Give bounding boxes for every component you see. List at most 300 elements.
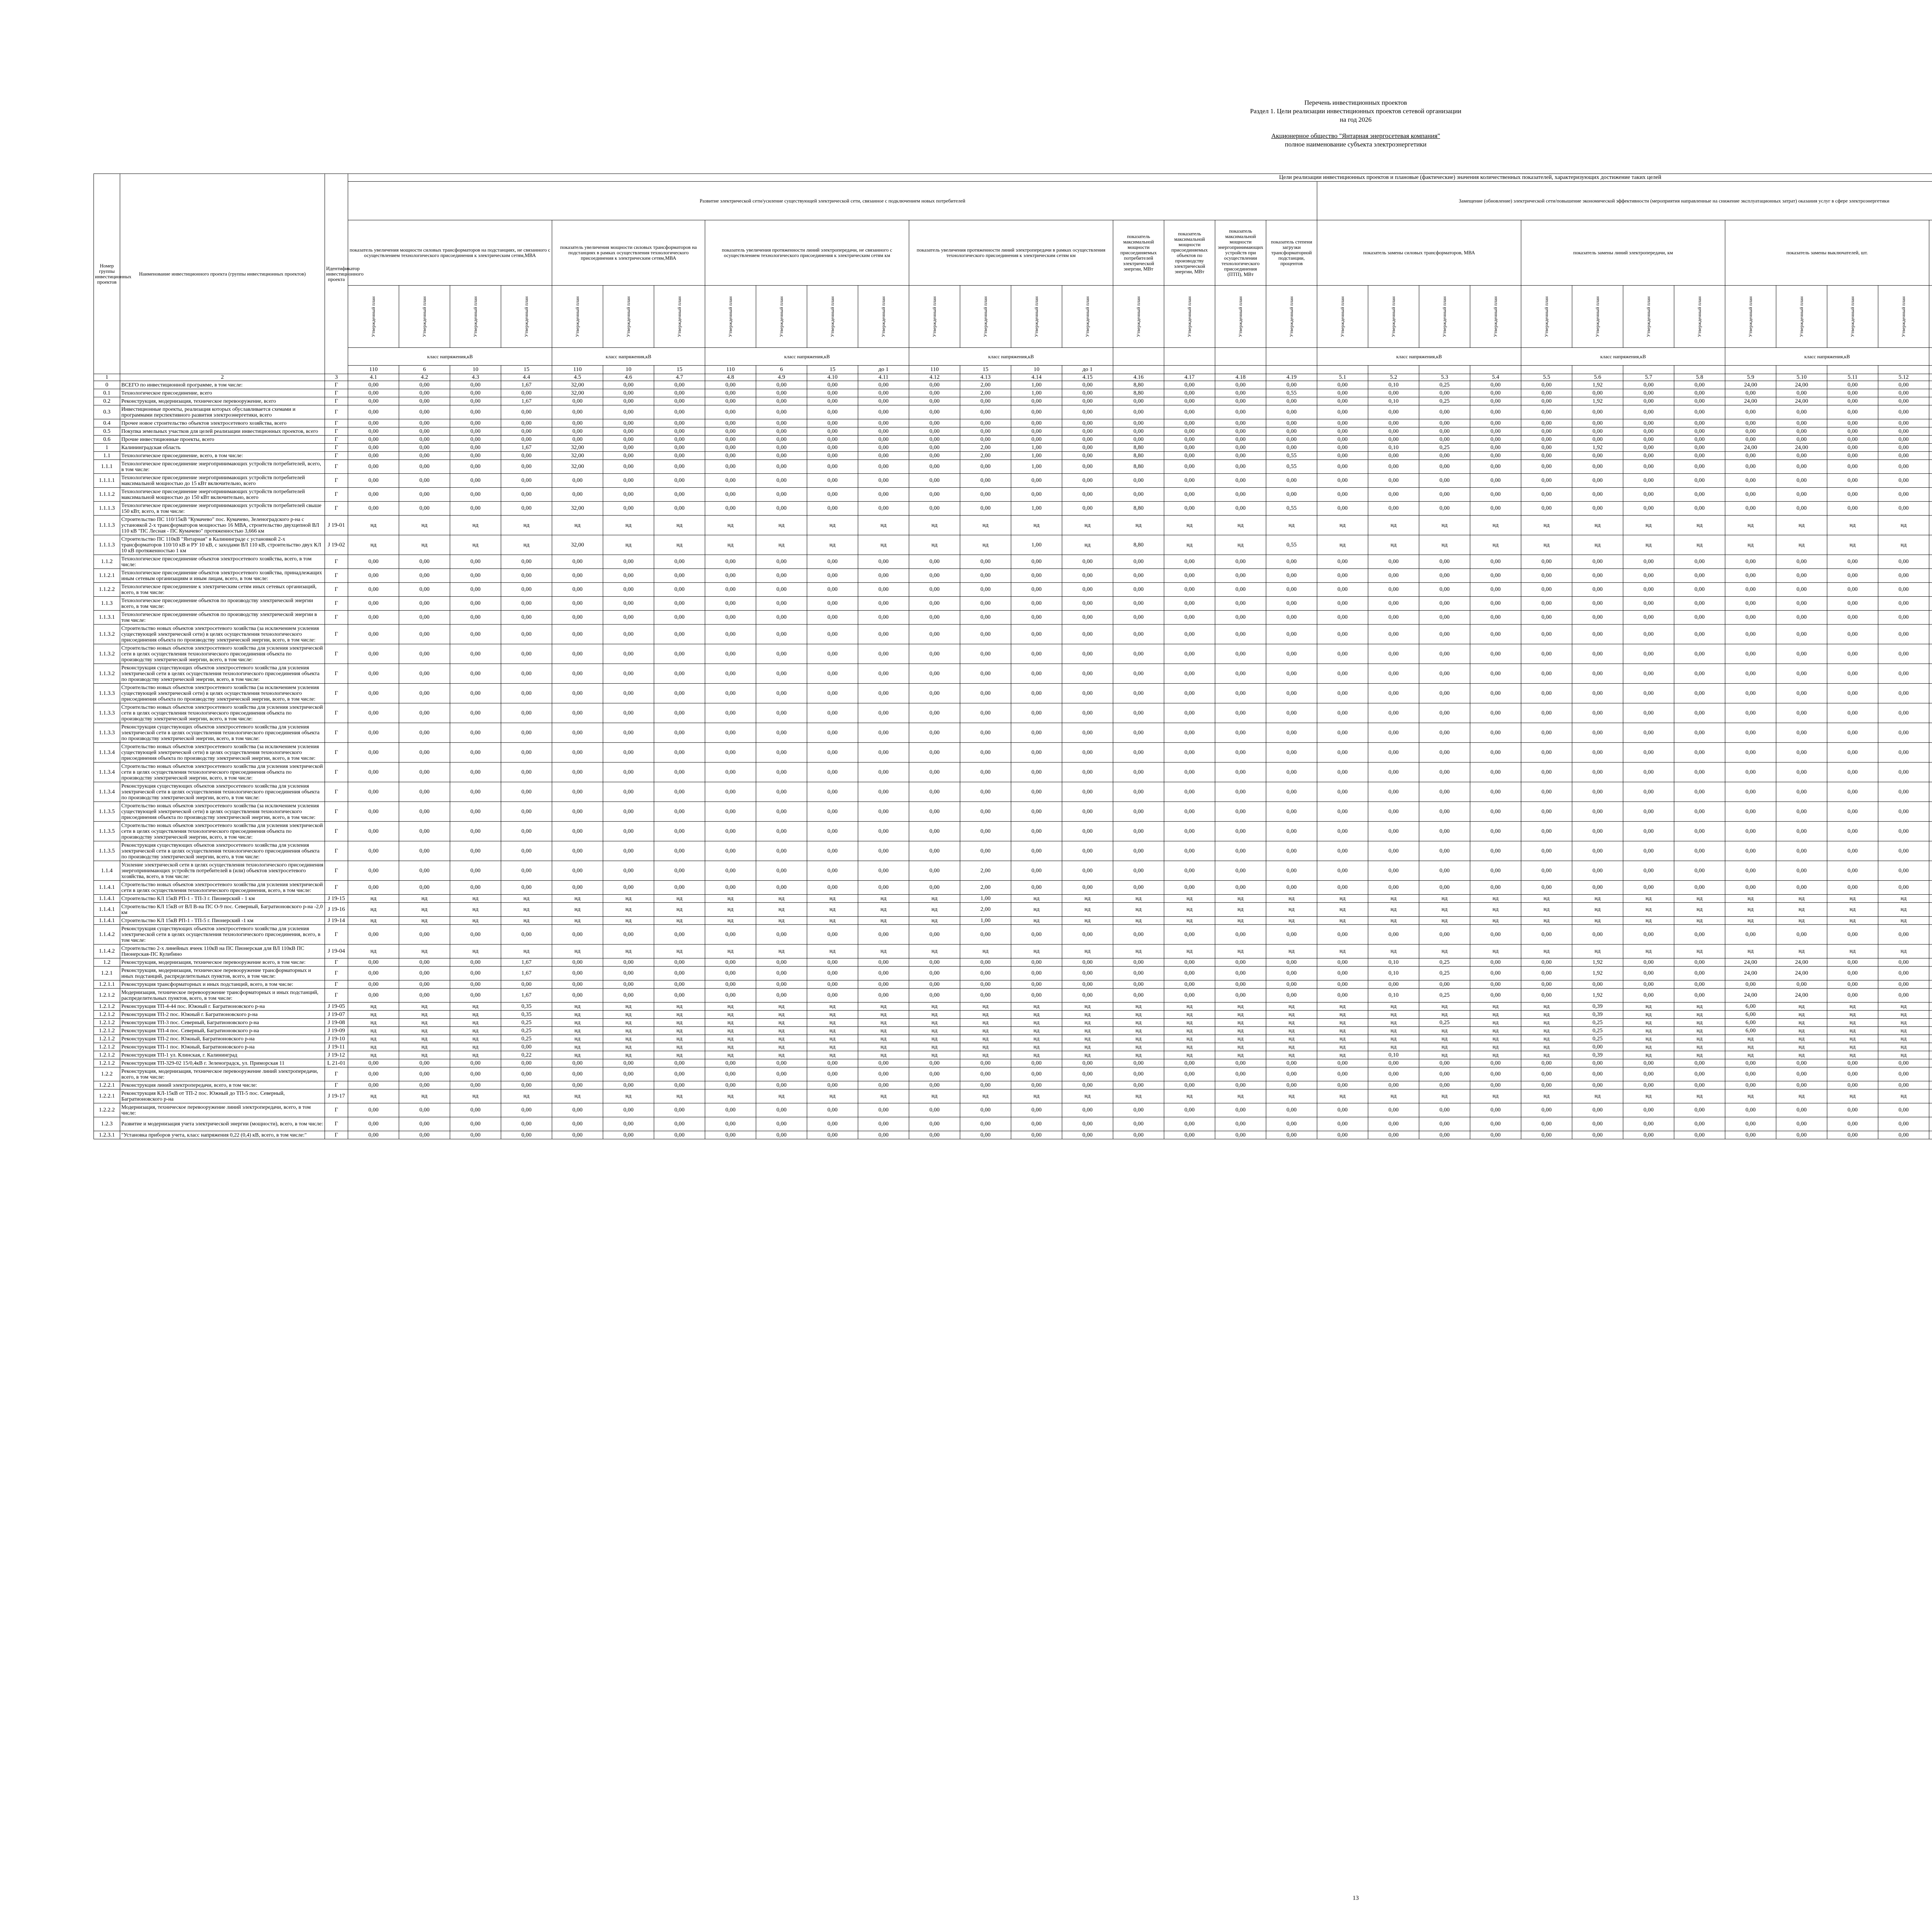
row-value: 0,00 <box>1266 989 1317 1002</box>
row-project-name: Строительство новых объектов электросетевого хозяйства для усиления электрической сети в целях осуществления технологического присоединения объекта по производству электрической энергии, всего, в том числе: <box>120 703 325 723</box>
header-indicator: показатель степени загрузки трансформаторной подстанции, процентов <box>1266 220 1317 286</box>
row-value: 0,00 <box>654 989 705 1002</box>
row-value: 0,00 <box>1725 611 1776 625</box>
row-value: 0,00 <box>603 925 654 945</box>
row-value: 0,00 <box>1266 1067 1317 1081</box>
row-value: 0,00 <box>705 436 756 444</box>
row-value: 0,00 <box>1521 1131 1572 1139</box>
row-value: 0,00 <box>756 684 807 703</box>
row-value: нд <box>1521 1002 1572 1011</box>
row-value: 0,00 <box>1062 555 1113 569</box>
row-value: 0,00 <box>654 925 705 945</box>
row-value: нд <box>858 1011 909 1019</box>
row-value: 0,00 <box>1725 555 1776 569</box>
row-value: 0,00 <box>552 397 603 405</box>
column-number: 4.9 <box>756 374 807 381</box>
row-value: нд <box>1827 917 1878 925</box>
header-indicator: показатель максимальной мощности присоединяемых объектов по производству электрической энергии, МВт <box>1164 220 1215 286</box>
header-voltage-value: 15 <box>807 366 858 374</box>
row-value: 0,00 <box>1164 1059 1215 1067</box>
row-project-name: Реконструкция ТП-3 пос. Северный, Багратионовского р-на <box>120 1019 325 1027</box>
row-value: 0,00 <box>1164 389 1215 397</box>
row-number: 1.1.4.1 <box>94 903 120 917</box>
row-value: нд <box>909 1002 960 1011</box>
row-value: 6,00 <box>1725 1019 1776 1027</box>
header-goal-group: Замещение (обновление) электрической сети/повышение экономической эффективности (мероприятия направленные на снижение эксплуатационных затрат) оказания услуг в сфере электроэнергетики <box>1317 182 1932 220</box>
column-number: 5.7 <box>1623 374 1674 381</box>
row-value: нд <box>654 1002 705 1011</box>
row-value: 0,00 <box>858 989 909 1002</box>
table-row <box>94 703 1932 723</box>
row-value: 0,00 <box>1011 958 1062 967</box>
plan-label: Утвержденный план <box>1187 296 1192 337</box>
row-value: 0,00 <box>909 436 960 444</box>
row-value: 0,00 <box>909 1117 960 1131</box>
row-value: 0,00 <box>1470 782 1521 802</box>
row-value: 0,00 <box>1419 611 1470 625</box>
row-project-name: Реконструкция ТП-2 пос. Южный г. Багратионовского р-на <box>120 1011 325 1019</box>
row-value: 0,00 <box>807 822 858 841</box>
header-voltage-caption: класс напряжения,кВ <box>1725 348 1929 366</box>
row-value: нд <box>1164 945 1215 958</box>
row-value: 0,55 <box>1266 502 1317 516</box>
row-value: нд <box>909 1089 960 1103</box>
row-value: 0,00 <box>1827 802 1878 822</box>
row-value: 0,00 <box>960 555 1011 569</box>
row-value: нд <box>705 1019 756 1027</box>
row-value: нд <box>705 1002 756 1011</box>
row-value: 24,00 <box>1776 989 1827 1002</box>
row-value: 0,00 <box>348 723 399 743</box>
row-value: нд <box>1062 516 1113 535</box>
row-value: 0,00 <box>1164 597 1215 611</box>
header-project-id: Идентификатор инвестиционного проекта <box>325 174 348 374</box>
row-value: нд <box>1470 1043 1521 1051</box>
row-value: 0,00 <box>1011 881 1062 895</box>
row-value: нд <box>1572 516 1623 535</box>
row-value: нд <box>1266 895 1317 903</box>
row-value: нд <box>1215 1089 1266 1103</box>
row-value: нд <box>450 903 501 917</box>
row-value: 0,25 <box>1572 1035 1623 1043</box>
row-value: нд <box>501 903 552 917</box>
row-value: 0,00 <box>1317 1103 1368 1117</box>
row-value: нд <box>399 516 450 535</box>
row-value: нд <box>1725 535 1776 555</box>
row-value: 0,00 <box>1062 958 1113 967</box>
row-value: нд <box>1521 945 1572 958</box>
row-value: нд <box>1419 945 1470 958</box>
row-value: нд <box>705 1027 756 1035</box>
row-value: 0,00 <box>1368 625 1419 644</box>
row-value: нд <box>603 945 654 958</box>
row-value: 0,00 <box>654 1131 705 1139</box>
row-value: 0,00 <box>705 703 756 723</box>
row-value: 0,00 <box>1317 1081 1368 1089</box>
row-value: 0,00 <box>348 1117 399 1131</box>
row-value: 0,00 <box>1572 802 1623 822</box>
column-number: 4.10 <box>807 374 858 381</box>
row-value: нд <box>1521 535 1572 555</box>
row-value: нд <box>399 1043 450 1051</box>
row-value: 0,00 <box>348 474 399 488</box>
row-value: нд <box>348 516 399 535</box>
row-value: нд <box>1827 1043 1878 1051</box>
row-value: 0,00 <box>1317 1131 1368 1139</box>
table-row <box>94 762 1932 782</box>
row-value: 0,00 <box>1776 597 1827 611</box>
row-value: 0,00 <box>909 664 960 684</box>
row-value: 0,00 <box>1011 743 1062 762</box>
row-value: 0,00 <box>1266 419 1317 427</box>
row-value: 0,00 <box>705 1117 756 1131</box>
row-value: 0,00 <box>654 1067 705 1081</box>
row-value: нд <box>1062 1051 1113 1059</box>
row-value: нд <box>1317 917 1368 925</box>
row-number: 1.1.3.2 <box>94 644 120 664</box>
row-project-name: Реконструкция, модернизация, техническое перевооружение, всего <box>120 397 325 405</box>
row-value: 0,00 <box>1266 743 1317 762</box>
row-value: нд <box>960 1002 1011 1011</box>
row-number: 1.1.3.4 <box>94 762 120 782</box>
row-value: нд <box>858 1027 909 1035</box>
row-value: 0,00 <box>858 460 909 474</box>
row-value: 0,00 <box>1878 405 1929 419</box>
header-plan <box>1470 286 1521 348</box>
row-value: нд <box>552 516 603 535</box>
row-value: нд <box>1317 1011 1368 1019</box>
row-value: 0,00 <box>705 502 756 516</box>
row-value: нд <box>1674 1027 1725 1035</box>
row-value: 0,00 <box>1266 782 1317 802</box>
row-value: 0,00 <box>756 861 807 881</box>
row-value: 0,00 <box>1266 1103 1317 1117</box>
row-number: 1.1.3.1 <box>94 611 120 625</box>
row-value <box>1929 535 1932 555</box>
row-value: 0,00 <box>909 1081 960 1089</box>
row-value: 0,00 <box>1215 405 1266 419</box>
row-value: 0,00 <box>858 1081 909 1089</box>
row-value: 0,00 <box>1521 474 1572 488</box>
row-value: 0,00 <box>807 452 858 460</box>
row-project-id: Г <box>325 502 348 516</box>
row-value: 0,00 <box>1572 822 1623 841</box>
row-value: 0,00 <box>1674 405 1725 419</box>
row-value: 0,00 <box>1470 723 1521 743</box>
row-value: 0,25 <box>1572 1019 1623 1027</box>
row-value: 0,00 <box>1674 841 1725 861</box>
row-value: 0,00 <box>1011 664 1062 684</box>
row-value: 0,00 <box>705 1081 756 1089</box>
table-row <box>94 452 1932 460</box>
row-value: 0,00 <box>1062 419 1113 427</box>
header-voltage-value: 15 <box>960 366 1011 374</box>
row-value: нд <box>1521 1019 1572 1027</box>
row-value: 0,00 <box>1521 502 1572 516</box>
row-value: 0,00 <box>1062 703 1113 723</box>
row-value: 0,00 <box>1011 397 1062 405</box>
row-value: 0,00 <box>1878 625 1929 644</box>
row-project-id: Г <box>325 980 348 989</box>
row-project-id: Г <box>325 597 348 611</box>
row-value: нд <box>756 1019 807 1027</box>
row-value: нд <box>1878 535 1929 555</box>
row-value: 0,00 <box>1113 569 1164 583</box>
row-value: 0,00 <box>1062 1117 1113 1131</box>
row-project-name: Строительство 2-х линейных ячеек 110кВ на ПС Пионерская для ВЛ 110кВ ПС Пионерская-ПС Кулибино <box>120 945 325 958</box>
row-value: 0,00 <box>1674 925 1725 945</box>
row-value: 0,00 <box>960 841 1011 861</box>
page-number: 13 <box>1352 1895 1359 1901</box>
row-value: нд <box>807 1035 858 1043</box>
row-value: 0,00 <box>501 583 552 597</box>
investment-table <box>94 174 1932 1139</box>
column-number: 4.6 <box>603 374 654 381</box>
plan-label: Утвержденный план <box>1391 296 1396 337</box>
row-value: 0,00 <box>1266 381 1317 389</box>
row-value: 0,00 <box>1725 389 1776 397</box>
row-value: 0,00 <box>1368 1103 1419 1117</box>
row-number: 1.1.1.2 <box>94 488 120 502</box>
row-value: 0,00 <box>858 762 909 782</box>
row-value: 0,00 <box>1062 1103 1113 1117</box>
row-value <box>1929 625 1932 644</box>
row-value: 0,00 <box>1623 502 1674 516</box>
row-value: 0,00 <box>1827 703 1878 723</box>
row-value: 0,00 <box>603 989 654 1002</box>
row-value: нд <box>1113 516 1164 535</box>
row-value: 0,00 <box>960 743 1011 762</box>
row-value: 0,00 <box>1368 419 1419 427</box>
row-value: 0,00 <box>1827 502 1878 516</box>
row-value: нд <box>960 1019 1011 1027</box>
row-value: 0,00 <box>807 743 858 762</box>
header-plan <box>1113 286 1164 348</box>
row-project-name: Строительство КЛ 15кВ от ВЛ В-на ПС О-9 пос. Северный, Багратионовского р-на -2,0 км <box>120 903 325 917</box>
row-value: 0,00 <box>1419 1059 1470 1067</box>
row-value: 0,00 <box>1011 1081 1062 1089</box>
row-value: 0,00 <box>552 405 603 419</box>
row-value: 0,10 <box>1368 444 1419 452</box>
row-value: нд <box>1878 1035 1929 1043</box>
row-value <box>1929 903 1932 917</box>
row-value: 0,00 <box>1674 782 1725 802</box>
row-value: 0,00 <box>501 625 552 644</box>
row-value: нд <box>1113 917 1164 925</box>
row-value: 0,00 <box>1113 625 1164 644</box>
row-value: 0,00 <box>705 762 756 782</box>
row-value: 0,00 <box>1827 583 1878 597</box>
row-value: нд <box>348 1011 399 1019</box>
column-number: 4.12 <box>909 374 960 381</box>
row-value: 1,92 <box>1572 958 1623 967</box>
row-value: 0,00 <box>1368 980 1419 989</box>
header-plan <box>399 286 450 348</box>
row-value: 0,00 <box>1623 989 1674 1002</box>
row-value: 0,00 <box>858 555 909 569</box>
row-value: нд <box>1470 1051 1521 1059</box>
row-value: 0,00 <box>1317 743 1368 762</box>
row-value: 0,00 <box>807 958 858 967</box>
row-value: 0,00 <box>807 583 858 597</box>
row-value: 0,00 <box>1317 967 1368 980</box>
row-value: 0,00 <box>1878 881 1929 895</box>
row-value: 0,00 <box>399 625 450 644</box>
row-value: нд <box>1113 1027 1164 1035</box>
row-value: 0,00 <box>1827 389 1878 397</box>
table-row <box>94 1011 1932 1019</box>
row-value: 0,00 <box>705 989 756 1002</box>
row-value: 0,00 <box>654 1059 705 1067</box>
row-value: 0,00 <box>1164 980 1215 989</box>
row-value: 0,00 <box>1164 452 1215 460</box>
row-value: 0,00 <box>603 381 654 389</box>
row-value: 0,00 <box>909 419 960 427</box>
row-project-id: Г <box>325 703 348 723</box>
row-value: нд <box>1827 535 1878 555</box>
row-value: 0,00 <box>1011 583 1062 597</box>
row-value: 0,00 <box>705 980 756 989</box>
row-value: 0,00 <box>1368 488 1419 502</box>
plan-label: Утвержденный план <box>1085 296 1090 337</box>
row-value: 0,00 <box>1419 861 1470 881</box>
row-value: 0,00 <box>1827 452 1878 460</box>
row-value: нд <box>450 1019 501 1027</box>
row-value: 0,00 <box>1113 743 1164 762</box>
row-project-name: Строительство новых объектов электросетевого хозяйства для усиления электрической сети в целях осуществления технологического присоединения объекта по производству электрической энергии, всего, в том числе: <box>120 644 325 664</box>
row-value: нд <box>1521 1043 1572 1051</box>
row-value: 0,00 <box>1470 958 1521 967</box>
row-value: 0,00 <box>399 419 450 427</box>
row-value: 0,00 <box>1470 989 1521 1002</box>
row-project-name: Строительство новых объектов электросетевого хозяйства для усиления электрической сети в целях осуществления технологического присоединения объекта по производству электрической энергии, всего, в том числе: <box>120 762 325 782</box>
table-row <box>94 569 1932 583</box>
row-value: 0,00 <box>1317 597 1368 611</box>
row-value: 0,00 <box>1113 397 1164 405</box>
plan-label: Утвержденный план <box>1595 296 1600 337</box>
row-value: 0,00 <box>1470 1117 1521 1131</box>
header-voltage-value: до 1 <box>1062 366 1113 374</box>
header-group-number: Номер группы инвестиционных проектов <box>94 174 120 374</box>
row-value: 0,00 <box>1266 427 1317 436</box>
row-value: нд <box>1317 1043 1368 1051</box>
row-value: нд <box>501 917 552 925</box>
row-value: 1,00 <box>960 917 1011 925</box>
row-value: нд <box>1113 1035 1164 1043</box>
row-value: 0,00 <box>1011 723 1062 743</box>
row-value: нд <box>603 516 654 535</box>
table-row <box>94 1043 1932 1051</box>
row-value: 0,00 <box>603 703 654 723</box>
row-value: 0,00 <box>756 611 807 625</box>
row-value: 0,00 <box>1572 782 1623 802</box>
row-project-name: Реконструкция, модернизация, техническое перевооружение всего, в том числе: <box>120 958 325 967</box>
row-project-id: Г <box>325 684 348 703</box>
row-value: 24,00 <box>1725 989 1776 1002</box>
row-value: 0,00 <box>450 502 501 516</box>
row-value: 0,00 <box>1368 1081 1419 1089</box>
row-value: нд <box>960 1051 1011 1059</box>
row-value: 0,00 <box>1623 474 1674 488</box>
row-value: нд <box>858 1002 909 1011</box>
row-value: 0,00 <box>909 723 960 743</box>
row-value: 0,00 <box>1215 397 1266 405</box>
row-value: нд <box>1623 945 1674 958</box>
row-value: нд <box>1674 903 1725 917</box>
row-value: нд <box>501 945 552 958</box>
row-value: нд <box>756 945 807 958</box>
row-value: 0,00 <box>1062 583 1113 597</box>
row-value: 0,00 <box>756 583 807 597</box>
header-plan <box>1521 286 1572 348</box>
row-value: 0,00 <box>1470 925 1521 945</box>
row-value: 0,00 <box>858 703 909 723</box>
row-value: нд <box>858 1089 909 1103</box>
header-voltage-caption <box>1266 348 1317 366</box>
table-row <box>94 644 1932 664</box>
row-value: нд <box>756 1011 807 1019</box>
row-value: 0,00 <box>1368 460 1419 474</box>
row-value: 0,00 <box>1011 861 1062 881</box>
row-value: 0,00 <box>654 419 705 427</box>
row-value: 0,00 <box>1011 436 1062 444</box>
row-value: 0,00 <box>1521 389 1572 397</box>
row-value: 0,00 <box>348 381 399 389</box>
row-value: 0,00 <box>399 405 450 419</box>
row-value: 0,00 <box>1113 1117 1164 1131</box>
header-voltage-value <box>1725 366 1776 374</box>
row-value: 0,00 <box>1521 822 1572 841</box>
row-value: 0,00 <box>1674 569 1725 583</box>
row-value: 0,00 <box>1623 569 1674 583</box>
table-row <box>94 989 1932 1002</box>
row-value: 0,00 <box>756 444 807 452</box>
row-value: нд <box>1521 903 1572 917</box>
row-value: 0,00 <box>909 841 960 861</box>
row-value: 2,00 <box>960 444 1011 452</box>
plan-label: Утвержденный план <box>1748 296 1753 337</box>
row-value: 0,00 <box>1419 822 1470 841</box>
row-value: 0,00 <box>1062 625 1113 644</box>
row-value: 0,39 <box>1572 1051 1623 1059</box>
row-value: 0,00 <box>858 474 909 488</box>
row-value: 0,00 <box>1470 841 1521 861</box>
row-value: нд <box>1878 516 1929 535</box>
row-value: нд <box>1113 1043 1164 1051</box>
row-value: 0,00 <box>1776 980 1827 989</box>
row-project-id: J 19-17 <box>325 1089 348 1103</box>
row-value: нд <box>909 1027 960 1035</box>
row-project-name: Развитие и модернизация учета электрической энергии (мощности), всего, в том числе: <box>120 1117 325 1131</box>
row-value: 0,00 <box>1878 488 1929 502</box>
row-value: 0,00 <box>756 1117 807 1131</box>
row-value: 0,10 <box>1368 967 1419 980</box>
table-row <box>94 1117 1932 1131</box>
row-number: 0.5 <box>94 427 120 436</box>
row-value: 0,00 <box>1011 980 1062 989</box>
row-value: 0,00 <box>1266 762 1317 782</box>
table-row <box>94 488 1932 502</box>
table-row <box>94 925 1932 945</box>
row-value: 0,00 <box>705 611 756 625</box>
row-value: 1,00 <box>1011 381 1062 389</box>
row-value: 0,00 <box>1317 1117 1368 1131</box>
row-number: 1 <box>94 444 120 452</box>
row-value: нд <box>705 516 756 535</box>
row-value: 0,00 <box>1827 684 1878 703</box>
row-value: 0,00 <box>1521 436 1572 444</box>
row-value: нд <box>1317 1035 1368 1043</box>
